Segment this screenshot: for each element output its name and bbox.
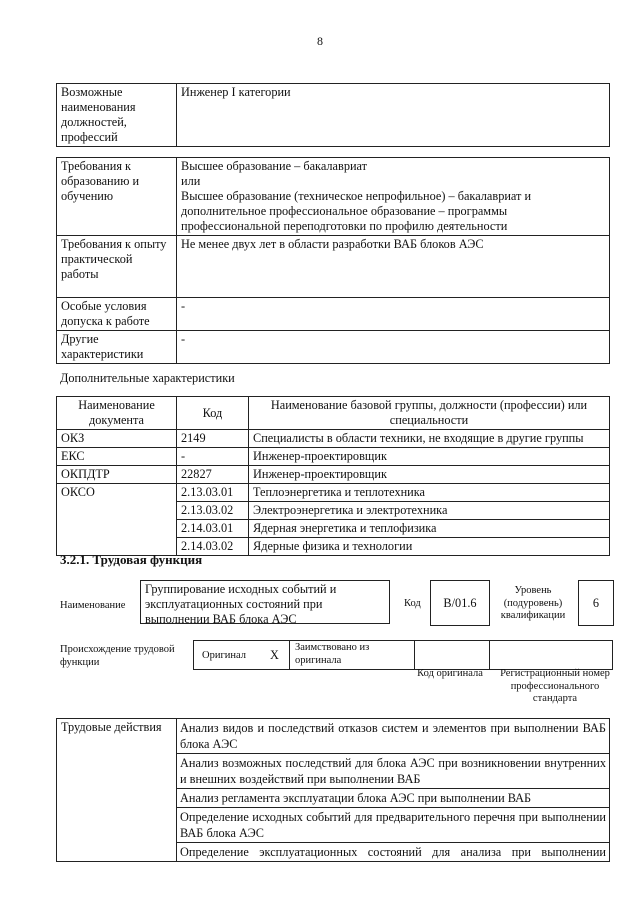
divider <box>289 641 290 669</box>
function-name-value: Группирование исходных событий и эксплуатационных состояний при выполнении ВАБ блока АЭС <box>140 580 390 624</box>
origin-reg-caption: Регистрационный номер профессионального стандарта <box>500 668 610 704</box>
function-code-value: B/01.6 <box>430 580 490 626</box>
table-cell: ОКПДТР <box>57 466 177 484</box>
requirement-value <box>177 158 610 236</box>
divider <box>414 641 415 669</box>
table-cell: Электроэнергетика и электротехника <box>249 502 610 520</box>
actions-label: Трудовые действия <box>57 719 177 862</box>
table-cell: Ядерные физика и технологии <box>249 538 610 556</box>
section-title: 3.2.1. Трудовая функция <box>60 552 203 567</box>
action-item <box>177 843 610 862</box>
requirement-label: Другие характеристики <box>57 331 177 364</box>
action-text: Определение исходных событий для предварительного перечня при выполнении ВАБ блока АЭС <box>180 810 606 840</box>
requirements-table <box>56 157 610 364</box>
action-text: Анализ возможных последствий для блока АЭС при возникновении внутренних и внешних воздействий при выполнении ВАБ <box>180 756 606 786</box>
table-cell: 22827 <box>177 466 249 484</box>
table-cell: - <box>177 448 249 466</box>
action-item <box>177 719 610 754</box>
table-cell: 2.14.03.02 <box>177 538 249 556</box>
table-cell: 2.13.03.02 <box>177 502 249 520</box>
requirement-row <box>57 298 610 331</box>
function-level-value: 6 <box>578 580 614 626</box>
function-name-label: Наименование <box>60 600 126 611</box>
table-header-row <box>57 397 610 430</box>
requirement-row <box>57 331 610 364</box>
action-item <box>177 808 610 843</box>
table-row <box>57 448 610 466</box>
origin-box <box>193 640 613 670</box>
requirement-line: Высшее образование – бакалавриат <box>181 159 368 173</box>
positions-table <box>56 83 610 147</box>
divider <box>489 641 490 669</box>
col-header-document: Наименование документа <box>57 397 177 430</box>
table-row <box>57 719 610 754</box>
page-number: 8 <box>317 34 323 48</box>
col-header-group: Наименование базовой группы, должности (профессии) или специальности <box>249 397 610 430</box>
requirement-label: Требования к образованию и обучению <box>57 158 177 236</box>
action-text: Анализ видов и последствий отказов систем и элементов при выполнении ВАБ блока АЭС <box>180 721 606 751</box>
requirement-line: профессиональной переподготовки по профилю деятельности <box>181 219 508 233</box>
requirement-line: дополнительное профессиональное образование – программы <box>181 204 508 218</box>
table-cell: ОКСО <box>57 484 177 556</box>
positions-value: Инженер I категории <box>177 84 610 147</box>
table-cell: 2149 <box>177 430 249 448</box>
extra-heading: Дополнительные характеристики <box>60 371 235 385</box>
extra-table <box>56 396 610 556</box>
requirement-label: Особые условия допуска к работе <box>57 298 177 331</box>
action-item <box>177 754 610 789</box>
table-cell: Ядерная энергетика и теплофизика <box>249 520 610 538</box>
positions-label: Возможные наименования должностей, профессий <box>57 84 177 147</box>
origin-original: Оригинал <box>202 650 246 661</box>
origin-borrowed: Заимствовано из оригинала <box>295 642 370 666</box>
table-cell: Инженер-проектировщик <box>249 466 610 484</box>
table-row <box>57 430 610 448</box>
origin-mark: X <box>270 648 279 662</box>
requirement-value: Не менее двух лет в области разработки ВАБ блоков АЭС <box>177 236 610 298</box>
table-cell: Теплоэнергетика и теплотехника <box>249 484 610 502</box>
table-row <box>57 484 610 502</box>
actions-table <box>56 718 610 862</box>
function-code-label: Код <box>404 598 421 609</box>
table-cell: Инженер-проектировщик <box>249 448 610 466</box>
requirement-row <box>57 236 610 298</box>
origin-label: Происхождение трудовой функции <box>60 644 175 668</box>
table-cell: Специалисты в области техники, не входящие в другие группы <box>249 430 610 448</box>
col-header-code: Код <box>177 397 249 430</box>
table-cell: ЕКС <box>57 448 177 466</box>
table-cell: ОКЗ <box>57 430 177 448</box>
requirement-row <box>57 158 610 236</box>
action-item <box>177 789 610 808</box>
table-cell: 2.14.03.01 <box>177 520 249 538</box>
requirement-line: или <box>181 174 201 188</box>
origin-code-caption: Код оригинала <box>417 668 483 679</box>
requirement-value: - <box>177 298 610 331</box>
requirement-value: - <box>177 331 610 364</box>
requirement-label: Требования к опыту практической работы <box>57 236 177 298</box>
action-text: Определение эксплуатационных состояний для анализа при выполнении <box>180 845 606 859</box>
function-level-label: Уровень (подуровень) квалификации <box>500 585 566 621</box>
table-row <box>57 466 610 484</box>
table-cell: 2.13.03.01 <box>177 484 249 502</box>
requirement-line: Высшее образование (техническое непрофильное) – бакалавриат и <box>181 189 532 203</box>
action-text: Анализ регламента эксплуатации блока АЭС при выполнении ВАБ <box>180 791 532 805</box>
